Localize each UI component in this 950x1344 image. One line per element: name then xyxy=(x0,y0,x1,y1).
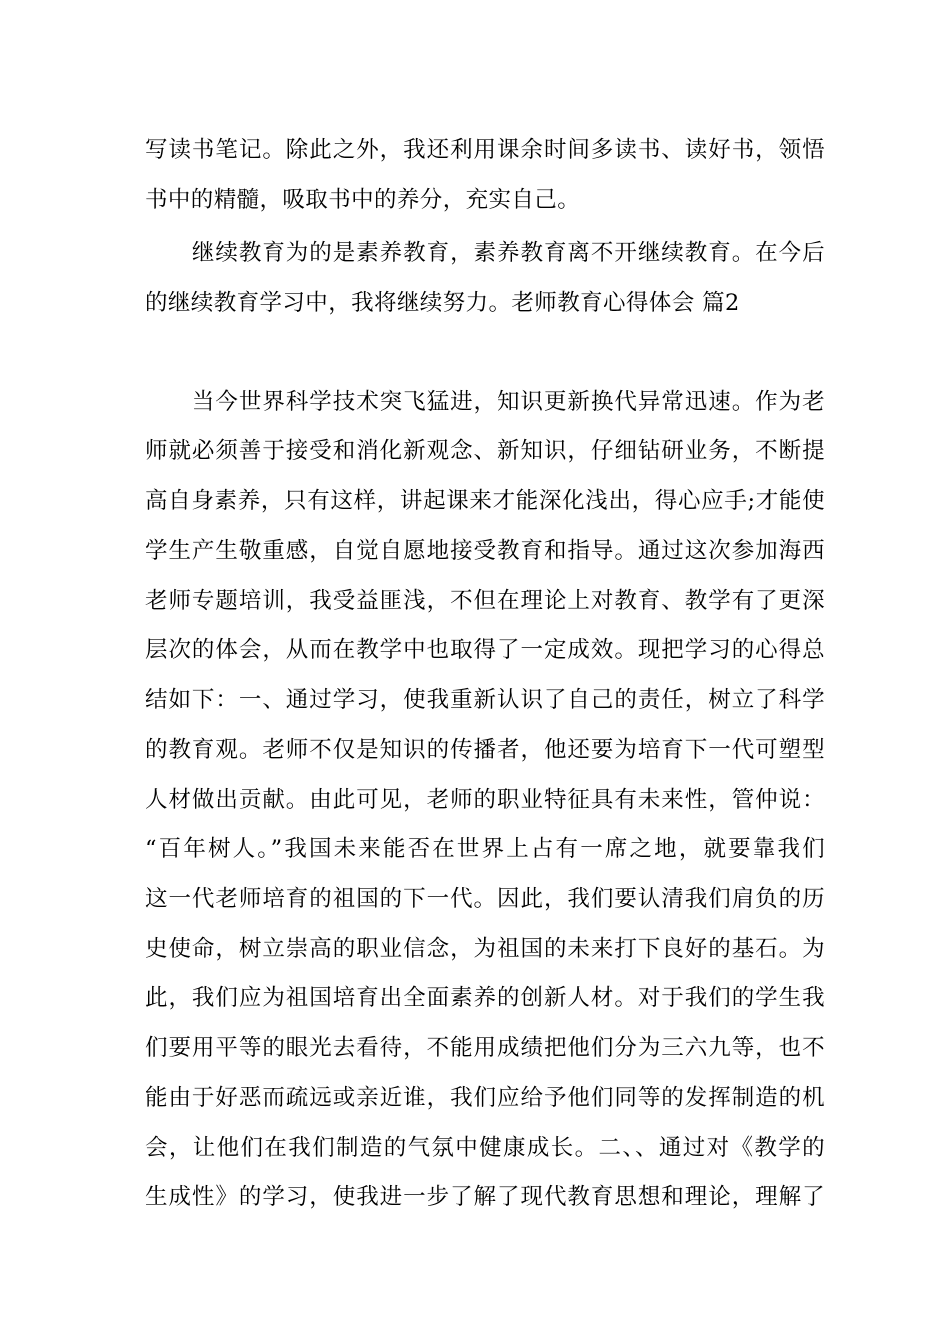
text-line: 学生产生敬重感，自觉自愿地接受教育和指导。通过这次参加海西 xyxy=(145,538,825,564)
text-line: 人材做出贡献。由此可见，老师的职业特征具有未来性，管仲说： xyxy=(145,787,825,813)
text-line: 继续教育为的是素养教育，素养教育离不开继续教育。在今后 xyxy=(145,240,825,266)
text-line: 师就必须善于接受和消化新观念、新知识，仔细钻研业务，不断提 xyxy=(145,438,825,464)
text-line: 的继续教育学习中，我将继续努力。老师教育心得体会 篇2 xyxy=(145,290,740,316)
text-line: 史使命，树立崇高的职业信念，为祖国的未来打下良好的基石。为 xyxy=(145,936,825,962)
text-line: 高自身素养，只有这样，讲起课来才能深化浅出，得心应手;才能使 xyxy=(145,488,825,514)
text-line: “百年树人。”我国未来能否在世界上占有一席之地，就要靠我们 xyxy=(145,836,825,862)
text-line: 这一代老师培育的祖国的下一代。因此，我们要认清我们肩负的历 xyxy=(145,886,825,912)
text-line: 的教育观。老师不仅是知识的传播者，他还要为培育下一代可塑型 xyxy=(145,737,825,763)
text-line: 能由于好恶而疏远或亲近谁，我们应给予他们同等的发挥制造的机 xyxy=(145,1085,825,1111)
text-line: 结如下：一、通过学习，使我重新认识了自己的责任，树立了科学 xyxy=(145,687,825,713)
text-line: 写读书笔记。除此之外，我还利用课余时间多读书、读好书，领悟 xyxy=(145,137,825,163)
text-line: 书中的精髓，吸取书中的养分，充实自己。 xyxy=(145,187,581,213)
text-line: 当今世界科学技术突飞猛进，知识更新换代异常迅速。作为老 xyxy=(145,389,825,415)
text-line: 此，我们应为祖国培育出全面素养的创新人材。对于我们的学生我 xyxy=(145,985,825,1011)
text-line: 层次的体会，从而在教学中也取得了一定成效。现把学习的心得总 xyxy=(145,637,825,663)
text-line: 生成性》的学习，使我进一步了解了现代教育思想和理论，理解了 xyxy=(145,1184,825,1210)
text-line: 会，让他们在我们制造的气氛中健康成长。二、、通过对《教学的 xyxy=(145,1135,825,1161)
text-line: 们要用平等的眼光去看待，不能用成绩把他们分为三六九等，也不 xyxy=(145,1035,825,1061)
text-line: 老师专题培训，我受益匪浅，不但在理论上对教育、教学有了更深 xyxy=(145,588,825,614)
